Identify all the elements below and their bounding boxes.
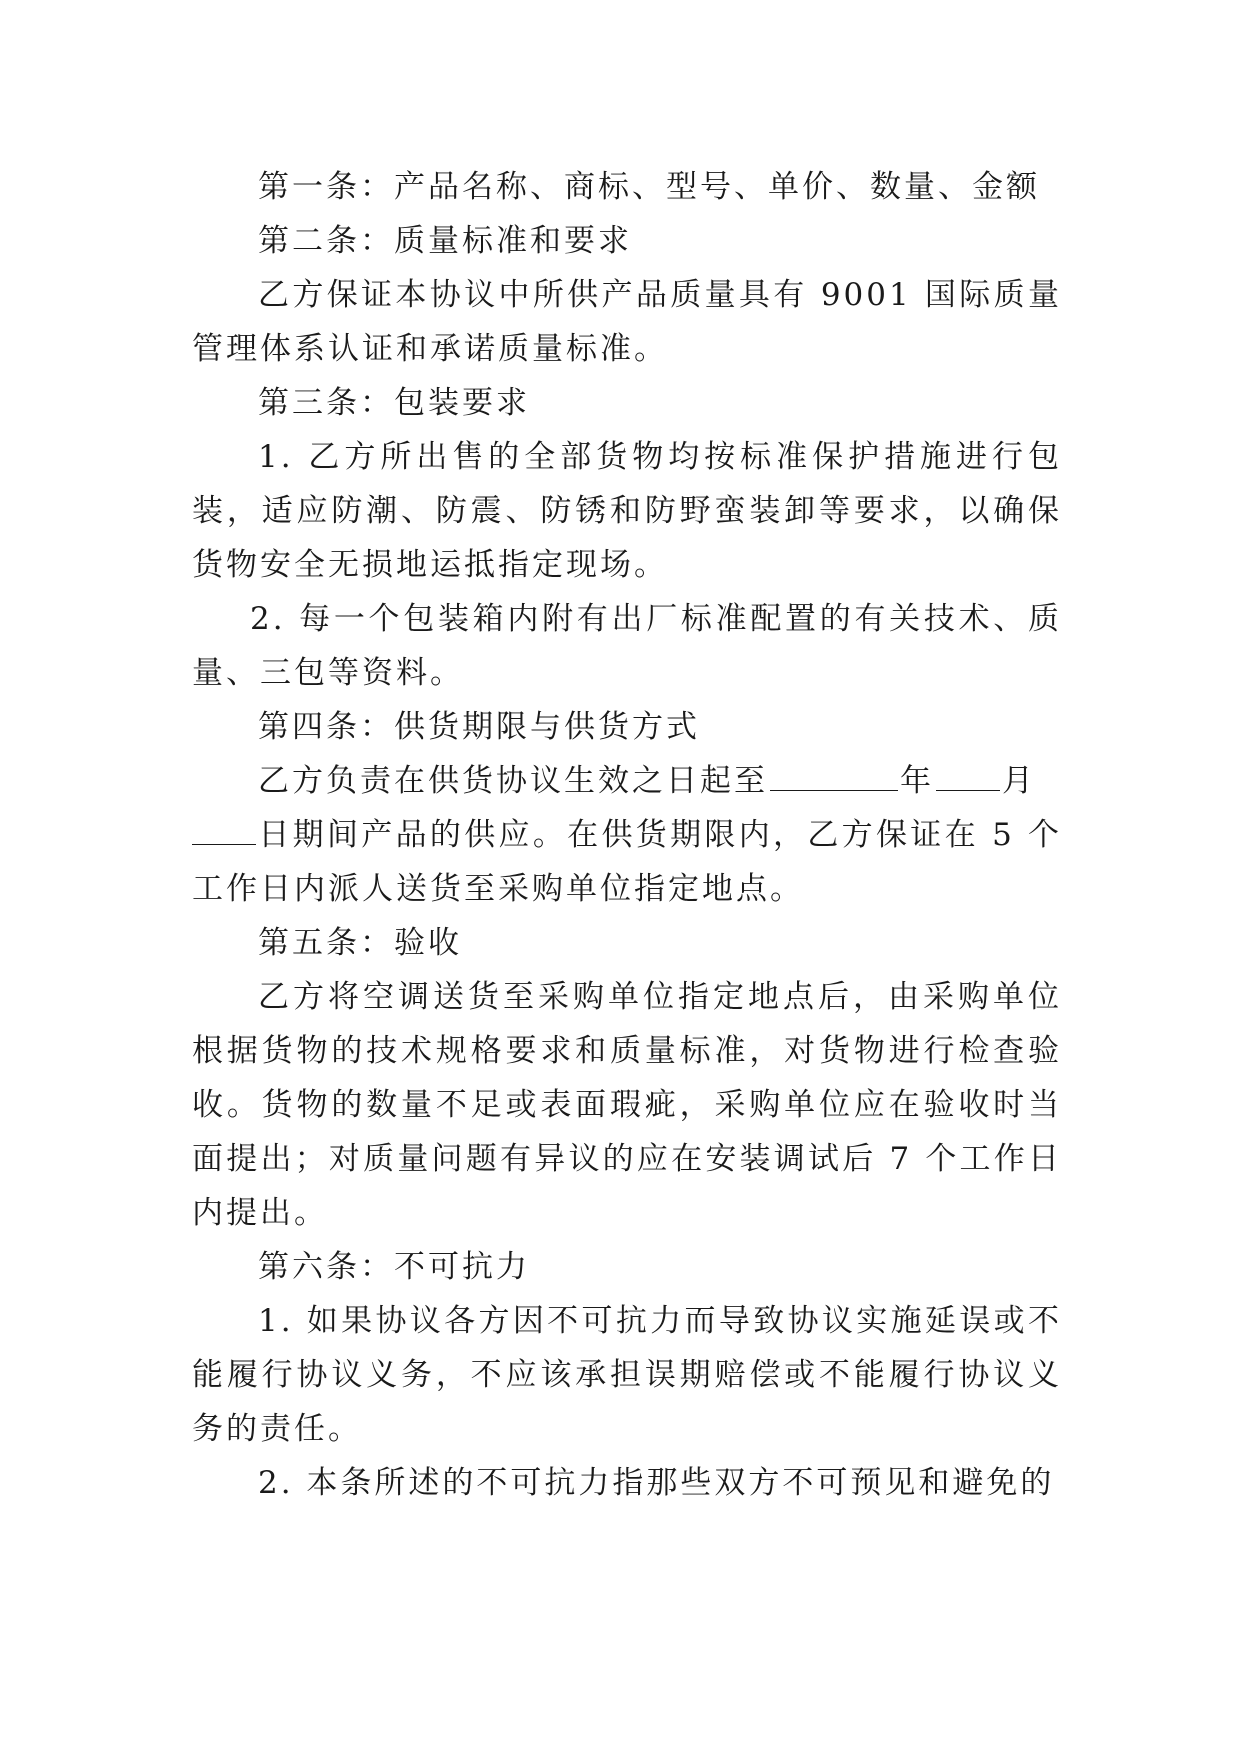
article-5-body: 乙方将空调送货至采购单位指定地点后，由采购单位根据货物的技术规格要求和质量标准，对货物进行检查验收。货物的数量不足或表面瑕疵，采购单位应在验收时当面提出；对质量问题有异议的应在安装调试后 7 个工作日内提出。 — [192, 979, 1062, 1231]
article-4-heading: 第四条：供货期限与供货方式 — [258, 709, 700, 745]
article-2-body: 乙方保证本协议中所供产品质量具有 9001 国际质量管理体系认证和承诺质量标准。 — [192, 277, 1062, 367]
article-4-body-part-2: 日期间产品的供应。在供货期限内，乙方保证在 5 个工作日内派人送货至采购单位指定地点。 — [192, 817, 1062, 907]
article-4-body — [192, 754, 1062, 808]
article-6-item-1: 1. 如果协议各方因不可抗力而导致协议实施延误或不能履行协议义务，不应该承担误期赔偿或不能履行协议义务的责任。 — [192, 1303, 1062, 1447]
article-4-body-continued — [192, 808, 1062, 916]
year-blank — [770, 768, 898, 791]
article-6-heading: 第六条：不可抗力 — [258, 1249, 530, 1285]
year-label: 年 — [900, 763, 934, 799]
contract-body — [192, 160, 1062, 1510]
article-3-item-2: 2. 每一个包装箱内附有出厂标准配置的有关技术、质量、三包等资料。 — [192, 601, 1062, 691]
day-blank — [192, 822, 256, 845]
article-4-body-part-1: 乙方负责在供货协议生效之日起至 — [258, 763, 768, 799]
month-label: 月 — [1002, 763, 1036, 799]
article-3-item-1: 1. 乙方所出售的全部货物均按标准保护措施进行包装，适应防潮、防震、防锈和防野蛮装卸等要求，以确保货物安全无损地运抵指定现场。 — [192, 439, 1062, 583]
month-blank — [936, 768, 1000, 791]
article-5-heading: 第五条：验收 — [258, 925, 462, 961]
article-6-item-2: 2. 本条所述的不可抗力指那些双方不可预见和避免的 — [258, 1465, 1055, 1501]
article-2-heading: 第二条：质量标准和要求 — [258, 223, 632, 259]
article-3-heading: 第三条：包装要求 — [258, 385, 530, 421]
article-1-heading: 第一条：产品名称、商标、型号、单价、数量、金额 — [258, 169, 1040, 205]
